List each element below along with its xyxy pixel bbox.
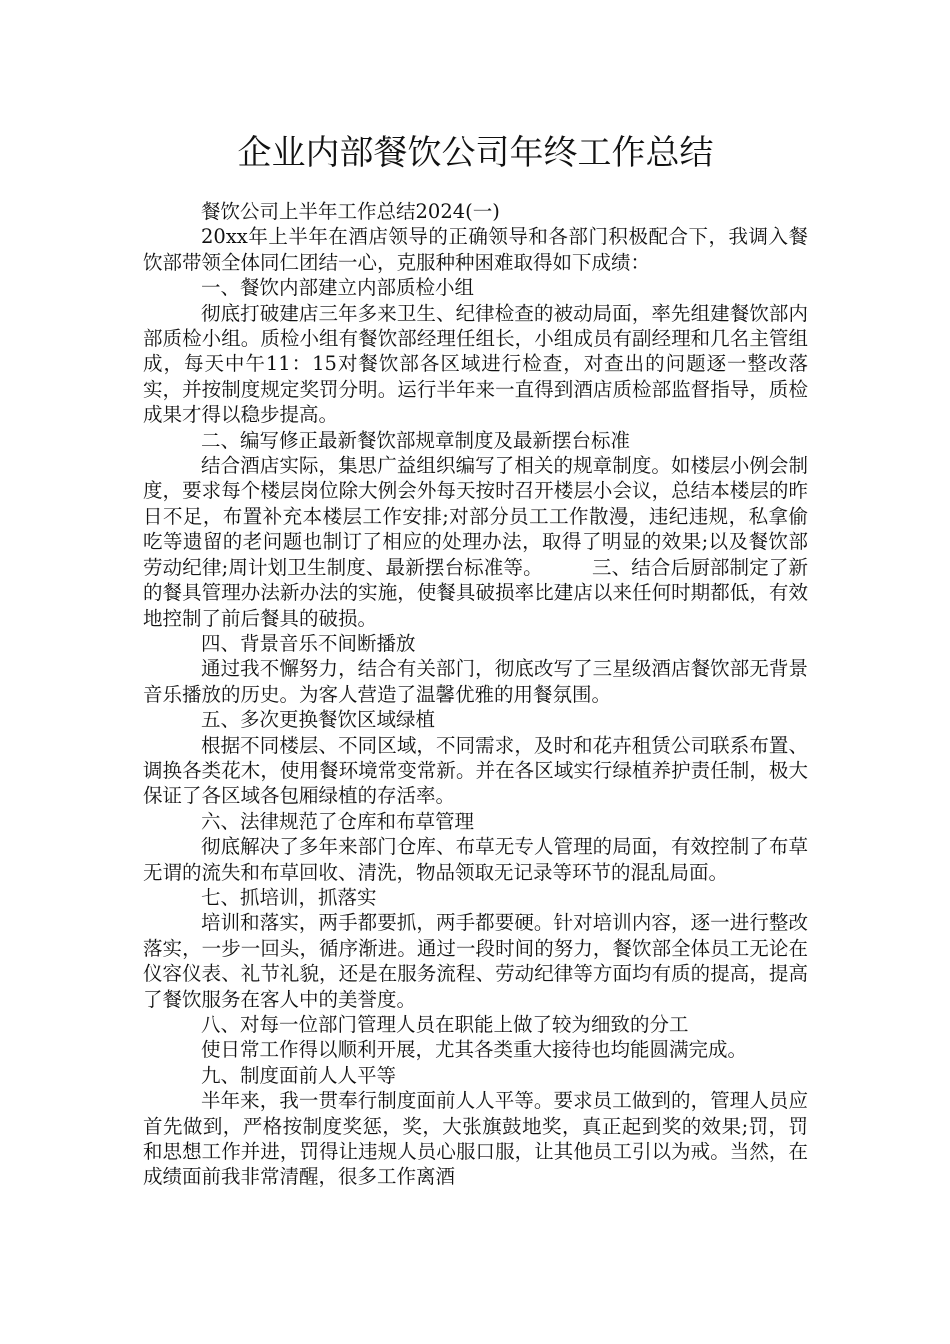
section-body-6: 彻底解决了多年来部门仓库、布草无专人管理的局面，有效控制了布草无谓的流失和布草回收、清洗，物品领取无记录等环节的混乱局面。 — [143, 835, 808, 884]
section-body-5: 根据不同楼层、不同区域，不同需求，及时和花卉租赁公司联系布置、调换各类花木，使用餐环境常变常新。并在各区域实行绿植养护责任制，极大保证了各区域各包厢绿植的存活率。 — [143, 733, 808, 808]
section-body-4: 通过我不懈努力，结合有关部门，彻底改写了三星级酒店餐饮部无背景音乐播放的历史。为客人营造了温馨优雅的用餐氛围。 — [143, 657, 808, 706]
section-heading-1: 一、餐饮内部建立内部质检小组 — [201, 276, 475, 300]
section-body-1: 彻底打破建店三年多来卫生、纪律检查的被动局面，率先组建餐饮部内部质检小组。质检小组有餐饮部经理任组长，小组成员有副经理和几名主管组成，每天中午11：15对餐饮部各区域进行检查，对查出的问题逐一整改落实，并按制度规定奖罚分明。运行半年来一直得到酒店质检部监督指导，质检成果才得以稳步提高。 — [143, 301, 808, 427]
section-body-8: 使日常工作得以顺利开展，尤其各类重大接待也均能圆满完成。 — [201, 1038, 748, 1062]
section-body-7: 培训和落实，两手都要抓，两手都要硬。针对培训内容，逐一进行整改落实，一步一回头，循序渐进。通过一段时间的努力，餐饮部全体员工无论在仪容仪表、礼节礼貌，还是在服务流程、劳动纪律等方面均有质的提高，提高了餐饮服务在客人中的美誉度。 — [143, 911, 808, 1011]
section-heading-7: 七、抓培训，抓落实 — [201, 885, 377, 909]
document-title: 企业内部餐饮公司年终工作总结 — [237, 133, 714, 173]
intro-paragraph: 20xx年上半年在酒店领导的正确领导和各部门积极配合下，我调入餐饮部带领全体同仁团结一心，克服种种困难取得如下成绩： — [143, 225, 808, 274]
section-heading-8: 八、对每一位部门管理人员在职能上做了较为细致的分工 — [201, 1013, 689, 1036]
section-heading-4: 四、背景音乐不间断播放 — [201, 631, 416, 655]
section-body-2: 结合酒店实际，集思广益组织编写了相关的规章制度。如楼层小例会制度，要求每个楼层岗位除大例会外每天按时召开楼层小会议，总结本楼层的昨日不足，布置补充本楼层工作安排;对部分员工工作散漫，违纪违规，私拿偷吃等遗留的老问题也制订了相应的处理办法，取得了明显的效果;以及餐饮部劳动纪律;周计划卫生制度、最新摆台标准等。 三、结合后厨部制定了新的餐具管理办法新办法的实施，使餐具破损率比建店以来任何时期都低，有效地控制了前后餐具的破损。 — [143, 454, 808, 630]
section-body-9: 半年来，我一贯奉行制度面前人人平等。要求员工做到的，管理人员应首先做到，严格按制度奖惩，奖，大张旗鼓地奖，真正起到奖的效果;罚，罚和思想工作并进，罚得让违规人员心服口服，让其他员工引以为戒。当然，在成绩面前我非常清醒，很多工作离酒 — [143, 1089, 808, 1189]
document-body — [143, 199, 808, 1190]
section-heading-9: 九、制度面前人人平等 — [201, 1063, 397, 1087]
section-heading-2: 二、编写修正最新餐饮部规章制度及最新摆台标准 — [201, 428, 631, 452]
section-heading-6: 六、法律规范了仓库和布草管理 — [201, 809, 475, 833]
document-page — [143, 0, 808, 1190]
subtitle-paragraph: 餐饮公司上半年工作总结2024(一) — [201, 200, 500, 223]
section-heading-5: 五、多次更换餐饮区域绿植 — [201, 708, 436, 732]
